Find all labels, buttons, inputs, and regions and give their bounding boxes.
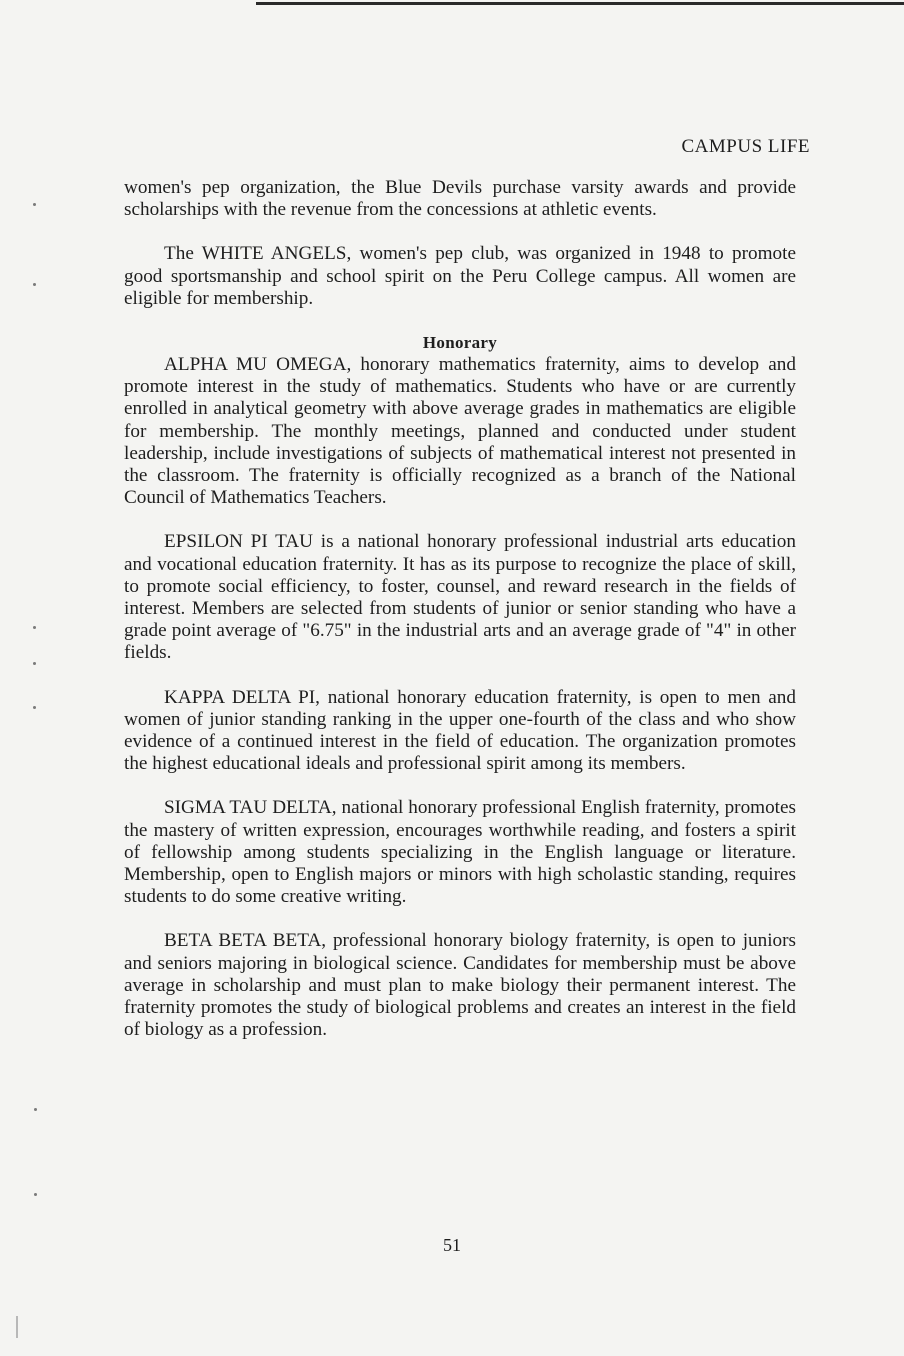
- paragraph-gap: [124, 665, 796, 687]
- paragraph-blue-devils-continued: women's pep organization, the Blue Devils purchase varsity awards and provide scholarships with the revenue from the concessions at athletic events.: [124, 177, 796, 221]
- scan-speck: [33, 626, 36, 629]
- page-number: 51: [443, 1235, 461, 1255]
- paragraph-alpha-mu-omega: ALPHA MU OMEGA, honorary mathematics fraternity, aims to develop and promote interest in the study of mathematics. Students who have or are currently enrolled in analytical geometry with above average grades in mathematics are eligible for membership. The monthly meetings, planned and conducted under student leadership, include investigations of subjects of mathematical interest not presented in the classroom. The fraternity is officially recognized as a branch of the National Council of Mathematics Teachers.: [124, 354, 796, 509]
- section-heading-honorary: Honorary: [422, 333, 498, 353]
- paragraph-beta-beta-beta: BETA BETA BETA, professional honorary biology fraternity, is open to juniors and seniors majoring in biological science. Candidates for membership must be above average in scholarship and must plan to make biology their permanent interest. The fraternity promotes the study of biological problems and creates an interest in the field of biology as a profession.: [124, 930, 796, 1041]
- paragraph-epsilon-pi-tau: EPSILON PI TAU is a national honorary professional industrial arts education and vocational education fraternity. It has as its purpose to recognize the place of skill, to promote social efficiency, to foster, counsel, and reward research in the fields of interest. Members are selected from students of junior or senior standing who have a grade point average of "6.75" in the industrial arts and an average grade of "4" in other fields.: [124, 531, 796, 664]
- top-rule: [256, 2, 904, 5]
- body-text: [124, 177, 796, 1042]
- scan-edge-mark: [16, 1316, 18, 1338]
- paragraph-gap: [124, 908, 796, 930]
- scan-speck: [33, 283, 36, 286]
- paragraph-gap: [124, 310, 796, 332]
- paragraph-kappa-delta-pi: KAPPA DELTA PI, national honorary education fraternity, is open to men and women of junior standing ranking in the upper one-fourth of the class and who show evidence of a continued interest in the field of education. The organization promotes the highest educational ideals and professional spirit among its members.: [124, 686, 796, 775]
- scan-speck: [33, 706, 36, 709]
- running-head: CAMPUS LIFE: [681, 136, 810, 157]
- paragraph-gap: [124, 509, 796, 531]
- scan-speck: [33, 662, 36, 665]
- paragraph-white-angels: The WHITE ANGELS, women's pep club, was organized in 1948 to promote good sportsmanship and school spirit on the Peru College campus. All women are eligible for membership.: [124, 243, 796, 309]
- paragraph-gap: [124, 775, 796, 797]
- paragraph-sigma-tau-delta: SIGMA TAU DELTA, national honorary professional English fraternity, promotes the mastery of written expression, encourages worthwhile reading, and fosters a spirit of fellowship among students specializing in the English language or literature. Membership, open to English majors or minors with high scholastic standing, requires students to do some creative writing.: [124, 797, 796, 908]
- scan-speck: [34, 1108, 37, 1111]
- scan-speck: [33, 203, 36, 206]
- paragraph-gap: [124, 221, 796, 243]
- scan-speck: [34, 1193, 37, 1196]
